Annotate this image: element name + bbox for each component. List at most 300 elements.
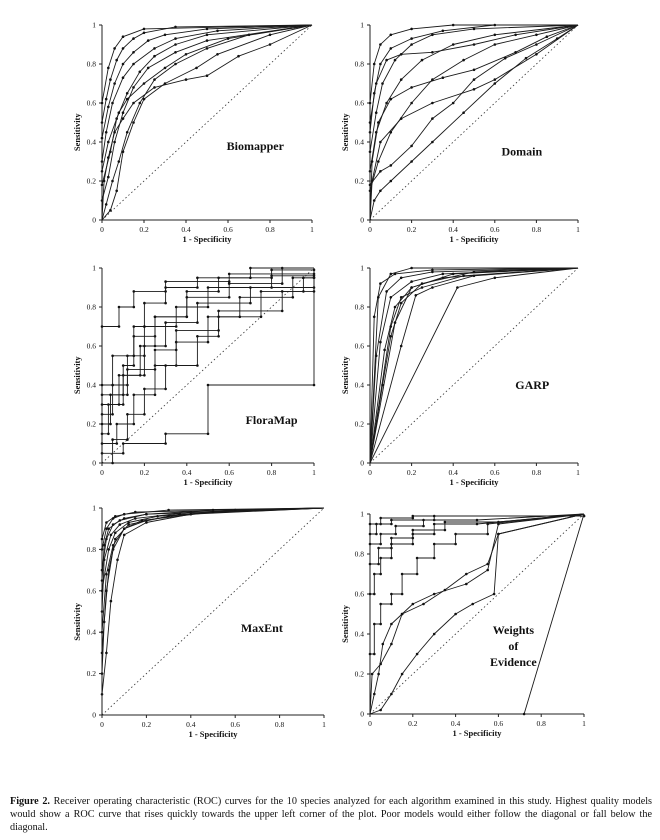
roc-point xyxy=(143,325,146,328)
roc-point xyxy=(239,296,242,299)
roc-point xyxy=(139,71,142,74)
roc-point xyxy=(122,35,125,38)
roc-point xyxy=(164,34,167,37)
roc-point xyxy=(379,663,382,666)
roc-point xyxy=(523,713,526,716)
diagonal-reference-line xyxy=(102,508,324,715)
roc-point xyxy=(462,111,465,114)
roc-point xyxy=(400,277,403,280)
roc-point xyxy=(390,693,393,696)
roc-point xyxy=(103,544,106,547)
roc-point xyxy=(377,547,380,550)
roc-point xyxy=(473,275,476,278)
panel-title: Biomapper xyxy=(226,138,284,153)
roc-point xyxy=(207,316,210,319)
x-tick-label: 0 xyxy=(368,225,372,234)
roc-point xyxy=(379,341,382,344)
roc-point xyxy=(385,102,388,105)
roc-point xyxy=(175,306,178,309)
roc-point xyxy=(369,102,372,105)
roc-point xyxy=(379,141,382,144)
roc-point xyxy=(217,290,220,293)
roc-point xyxy=(196,321,199,324)
roc-point xyxy=(476,519,479,522)
roc-point xyxy=(249,267,252,270)
y-tick-label: 0.6 xyxy=(86,341,96,351)
y-axis-label: Sensitivity xyxy=(340,113,350,152)
roc-point xyxy=(107,527,110,530)
roc-point xyxy=(207,286,210,289)
x-tick-label: 1 xyxy=(582,719,586,728)
roc-point xyxy=(118,374,121,377)
x-tick-label: 0.2 xyxy=(406,468,417,477)
roc-point xyxy=(143,82,146,85)
roc-point xyxy=(377,296,380,299)
y-tick-label: 0.4 xyxy=(86,627,96,637)
x-tick-label: 0.8 xyxy=(274,720,285,729)
roc-point xyxy=(412,515,415,518)
x-tick-label: 0.4 xyxy=(448,225,458,234)
roc-point xyxy=(281,282,284,285)
roc-point xyxy=(196,286,199,289)
x-tick-label: 0.6 xyxy=(493,719,504,728)
roc-point xyxy=(111,180,114,183)
roc-point xyxy=(119,519,122,522)
y-axis-label: Sensitivity xyxy=(72,113,82,152)
roc-point xyxy=(143,28,146,31)
roc-point xyxy=(497,533,500,536)
roc-point xyxy=(431,141,434,144)
roc-point xyxy=(456,286,459,289)
roc-point xyxy=(379,63,382,66)
roc-point xyxy=(101,579,104,582)
x-tick-label: 0 xyxy=(100,225,104,234)
caption-text: Receiver operating characteristic (ROC) curves for the 10 species analyzed for each algorithm examined in this study. Highest quality models would show a ROC curve that rises quickly towards the upper left corner of the plot. Poor models would either follow the diagonal or fall below the diagonal. xyxy=(10,796,653,834)
roc-series xyxy=(101,508,324,715)
roc-point xyxy=(107,433,110,436)
panel-title-line: Weights xyxy=(492,623,535,637)
roc-point xyxy=(400,302,403,305)
roc-point xyxy=(525,57,528,60)
roc-point xyxy=(227,37,230,40)
roc-point xyxy=(369,533,372,536)
roc-point xyxy=(381,82,384,85)
roc-point xyxy=(101,384,104,387)
roc-point xyxy=(302,277,305,280)
roc-point xyxy=(123,534,126,537)
roc-point xyxy=(139,102,142,105)
roc-point xyxy=(431,51,434,54)
roc-point xyxy=(118,403,121,406)
roc-point xyxy=(394,306,397,309)
roc-point xyxy=(375,533,378,536)
roc-point xyxy=(379,573,382,576)
roc-point xyxy=(313,384,316,387)
roc-point xyxy=(465,573,468,576)
roc-series xyxy=(102,25,312,220)
roc-point xyxy=(390,273,393,276)
y-axis-label: Sensitivity xyxy=(72,602,82,641)
roc-point xyxy=(206,47,209,50)
roc-point xyxy=(260,316,263,319)
x-axis-label: 1 - Specificity xyxy=(188,729,238,739)
roc-point xyxy=(118,111,121,114)
roc-point xyxy=(454,533,457,536)
roc-point xyxy=(105,98,108,101)
roc-point xyxy=(133,325,136,328)
y-tick-label: 0.8 xyxy=(354,549,364,559)
roc-point xyxy=(422,603,425,606)
roc-point xyxy=(164,321,167,324)
roc-point xyxy=(164,67,167,70)
roc-point xyxy=(385,290,388,293)
y-axis-label: Sensitivity xyxy=(340,605,350,643)
roc-point xyxy=(514,34,517,37)
roc-point xyxy=(369,593,372,596)
roc-point xyxy=(206,28,209,31)
roc-point xyxy=(546,35,549,38)
panel-title: MaxEnt xyxy=(240,621,283,636)
roc-point xyxy=(412,529,415,532)
roc-point xyxy=(371,673,374,676)
roc-point xyxy=(476,523,479,526)
roc-point xyxy=(164,302,167,305)
roc-point xyxy=(107,106,110,109)
figure-caption xyxy=(10,795,652,835)
roc-point xyxy=(421,286,424,289)
roc-point xyxy=(377,563,380,566)
roc-point xyxy=(390,603,393,606)
roc-point xyxy=(164,442,167,445)
roc-point xyxy=(196,364,199,367)
roc-point xyxy=(212,511,215,514)
roc-point xyxy=(111,384,114,387)
roc-point xyxy=(143,374,146,377)
roc-point xyxy=(382,643,385,646)
x-axis-label: 1 - Specificity xyxy=(449,477,499,487)
roc-point xyxy=(373,63,376,66)
roc-point xyxy=(401,593,404,596)
x-tick-label: 0.4 xyxy=(186,720,196,729)
x-tick-label: 0.2 xyxy=(408,719,418,728)
y-tick-label: 0.8 xyxy=(354,59,364,69)
roc-point xyxy=(118,325,121,328)
roc-point xyxy=(431,102,434,105)
roc-point xyxy=(494,43,497,46)
roc-point xyxy=(123,527,126,530)
x-tick-label: 0.4 xyxy=(448,468,458,477)
roc-point xyxy=(101,631,104,634)
roc-series xyxy=(101,508,324,715)
roc-point xyxy=(433,523,436,526)
roc-point xyxy=(154,316,157,319)
y-tick-label: 0 xyxy=(360,215,364,225)
roc-point xyxy=(174,63,177,66)
roc-point xyxy=(207,384,210,387)
roc-point xyxy=(381,384,384,387)
roc-point xyxy=(373,199,376,202)
roc-point xyxy=(249,286,252,289)
roc-point xyxy=(174,37,177,40)
y-tick-label: 0 xyxy=(92,215,96,225)
roc-point xyxy=(313,290,316,293)
roc-point xyxy=(132,37,135,40)
roc-point xyxy=(133,290,136,293)
roc-point xyxy=(373,693,376,696)
x-tick-label: 0 xyxy=(368,468,372,477)
x-tick-label: 0.2 xyxy=(139,468,150,477)
roc-point xyxy=(473,43,476,46)
roc-point xyxy=(390,335,393,338)
roc-panel-floramap xyxy=(72,264,316,488)
x-tick-label: 0.6 xyxy=(490,468,500,477)
roc-point xyxy=(206,39,209,42)
roc-point xyxy=(110,600,113,603)
roc-point xyxy=(415,294,418,297)
roc-point xyxy=(147,67,150,70)
roc-point xyxy=(101,423,104,426)
roc-point xyxy=(270,269,273,272)
roc-point xyxy=(126,92,129,95)
roc-point xyxy=(410,280,413,283)
roc-point xyxy=(494,24,497,27)
roc-point xyxy=(249,302,252,305)
roc-series xyxy=(369,25,578,220)
roc-point xyxy=(111,462,114,465)
roc-point xyxy=(126,98,129,101)
roc-point xyxy=(433,557,436,560)
x-tick-label: 0.2 xyxy=(406,225,417,234)
roc-point xyxy=(207,433,210,436)
y-tick-label: 0.4 xyxy=(354,380,364,390)
roc-series xyxy=(101,508,324,715)
roc-point xyxy=(444,589,447,592)
roc-point xyxy=(433,543,436,546)
roc-point xyxy=(431,286,434,289)
y-tick-label: 0.2 xyxy=(354,419,364,429)
roc-point xyxy=(122,452,125,455)
roc-point xyxy=(379,623,382,626)
roc-point xyxy=(410,286,413,289)
roc-point xyxy=(134,511,137,514)
roc-point xyxy=(116,559,119,562)
roc-point xyxy=(118,160,121,163)
roc-point xyxy=(196,302,199,305)
x-tick-label: 0 xyxy=(368,719,372,728)
roc-point xyxy=(383,349,386,352)
roc-point xyxy=(431,117,434,120)
roc-point xyxy=(113,82,116,85)
roc-point xyxy=(422,519,425,522)
y-tick-label: 0.4 xyxy=(86,380,96,390)
roc-point xyxy=(216,30,219,33)
roc-point xyxy=(132,86,135,89)
roc-point xyxy=(122,63,125,66)
x-tick-label: 0.6 xyxy=(223,225,233,234)
roc-point xyxy=(145,513,148,516)
panel-title: Domain xyxy=(501,144,543,159)
roc-point xyxy=(143,413,146,416)
roc-point xyxy=(175,329,178,332)
roc-point xyxy=(373,316,376,319)
roc-point xyxy=(433,593,436,596)
roc-point xyxy=(101,325,104,328)
roc-point xyxy=(390,47,393,50)
roc-point xyxy=(111,355,114,358)
roc-point xyxy=(410,145,413,148)
roc-point xyxy=(452,24,455,27)
roc-point xyxy=(514,51,517,54)
roc-point xyxy=(195,67,198,70)
roc-point xyxy=(196,335,199,338)
panel-title: GARP xyxy=(515,377,550,392)
roc-point xyxy=(217,329,220,332)
roc-point xyxy=(375,82,378,85)
roc-point xyxy=(390,519,393,522)
roc-point xyxy=(379,557,382,560)
roc-point xyxy=(394,525,397,528)
roc-point xyxy=(494,277,497,280)
x-tick-label: 0.6 xyxy=(224,468,234,477)
roc-point xyxy=(107,176,110,179)
y-tick-label: 0.4 xyxy=(86,137,96,147)
roc-point xyxy=(143,98,146,101)
y-tick-label: 0.6 xyxy=(86,98,96,108)
roc-point xyxy=(111,438,114,441)
roc-point xyxy=(185,78,188,81)
roc-point xyxy=(153,78,156,81)
roc-point xyxy=(116,442,119,445)
roc-point xyxy=(132,63,135,66)
roc-point xyxy=(556,37,559,40)
roc-point xyxy=(143,345,146,348)
roc-point xyxy=(535,53,538,56)
y-tick-label: 1 xyxy=(92,503,96,513)
roc-point xyxy=(153,55,156,58)
x-tick-label: 0.8 xyxy=(531,225,542,234)
roc-point xyxy=(154,368,157,371)
roc-point xyxy=(442,273,445,276)
roc-point xyxy=(486,533,489,536)
roc-panel-maxent xyxy=(72,504,326,740)
roc-point xyxy=(379,709,382,712)
roc-point xyxy=(416,557,419,560)
roc-point xyxy=(390,557,393,560)
roc-series xyxy=(101,508,324,715)
roc-point xyxy=(196,277,199,280)
roc-point xyxy=(497,523,500,526)
roc-point xyxy=(410,102,413,105)
y-tick-label: 0 xyxy=(360,709,364,719)
y-tick-label: 0.6 xyxy=(86,586,96,596)
panel-title-line: Evidence xyxy=(490,655,537,669)
roc-point xyxy=(114,515,117,518)
roc-point xyxy=(390,623,393,626)
roc-point xyxy=(535,43,538,46)
roc-point xyxy=(105,521,108,524)
roc-point xyxy=(110,534,113,537)
roc-point xyxy=(113,47,116,50)
roc-point xyxy=(175,325,178,328)
roc-point xyxy=(493,593,496,596)
roc-point xyxy=(115,190,118,193)
roc-point xyxy=(269,43,272,46)
roc-series xyxy=(370,268,578,463)
roc-point xyxy=(390,98,393,101)
y-tick-label: 0.2 xyxy=(354,669,364,679)
roc-point xyxy=(122,403,125,406)
roc-point xyxy=(118,306,121,309)
roc-series xyxy=(369,24,578,220)
roc-point xyxy=(164,388,167,391)
roc-point xyxy=(119,523,122,526)
roc-point xyxy=(410,267,413,270)
x-tick-label: 0 xyxy=(100,468,104,477)
roc-point xyxy=(379,282,382,285)
roc-point xyxy=(107,141,110,144)
y-tick-label: 0.6 xyxy=(354,341,364,351)
roc-point xyxy=(486,523,489,526)
roc-point xyxy=(454,543,457,546)
y-tick-label: 0.8 xyxy=(354,302,364,312)
roc-point xyxy=(390,643,393,646)
roc-point xyxy=(164,433,167,436)
roc-point xyxy=(109,423,112,426)
x-axis-label: 1 - Specificity xyxy=(182,234,232,244)
roc-point xyxy=(400,345,403,348)
roc-point xyxy=(207,306,210,309)
y-tick-label: 0.8 xyxy=(86,544,96,554)
roc-point xyxy=(145,521,148,524)
roc-point xyxy=(141,519,144,522)
roc-point xyxy=(115,59,118,62)
roc-series xyxy=(369,24,578,220)
roc-point xyxy=(292,277,295,280)
roc-point xyxy=(111,413,114,416)
y-tick-label: 0.8 xyxy=(86,302,96,312)
roc-point xyxy=(105,203,108,206)
roc-point xyxy=(473,69,476,72)
roc-series xyxy=(101,508,324,715)
roc-point xyxy=(433,633,436,636)
roc-point xyxy=(410,160,413,163)
roc-point xyxy=(433,533,436,536)
roc-point xyxy=(139,345,142,348)
roc-point xyxy=(206,34,209,37)
roc-point xyxy=(412,543,415,546)
roc-point xyxy=(174,51,177,54)
roc-point xyxy=(154,394,157,397)
roc-point xyxy=(416,653,419,656)
roc-point xyxy=(433,515,436,518)
roc-panel-garp xyxy=(340,264,580,488)
roc-point xyxy=(133,394,136,397)
roc-point xyxy=(126,131,129,134)
roc-point xyxy=(132,121,135,124)
roc-point xyxy=(269,34,272,37)
roc-point xyxy=(471,603,474,606)
panel-title: FloraMap xyxy=(245,413,298,427)
y-tick-label: 0 xyxy=(360,458,364,468)
roc-point xyxy=(126,394,129,397)
roc-point xyxy=(416,573,419,576)
roc-point xyxy=(105,652,108,655)
roc-point xyxy=(400,78,403,81)
roc-point xyxy=(390,523,393,526)
y-tick-label: 0.4 xyxy=(354,629,364,639)
roc-point xyxy=(373,573,376,576)
roc-point xyxy=(109,394,112,397)
